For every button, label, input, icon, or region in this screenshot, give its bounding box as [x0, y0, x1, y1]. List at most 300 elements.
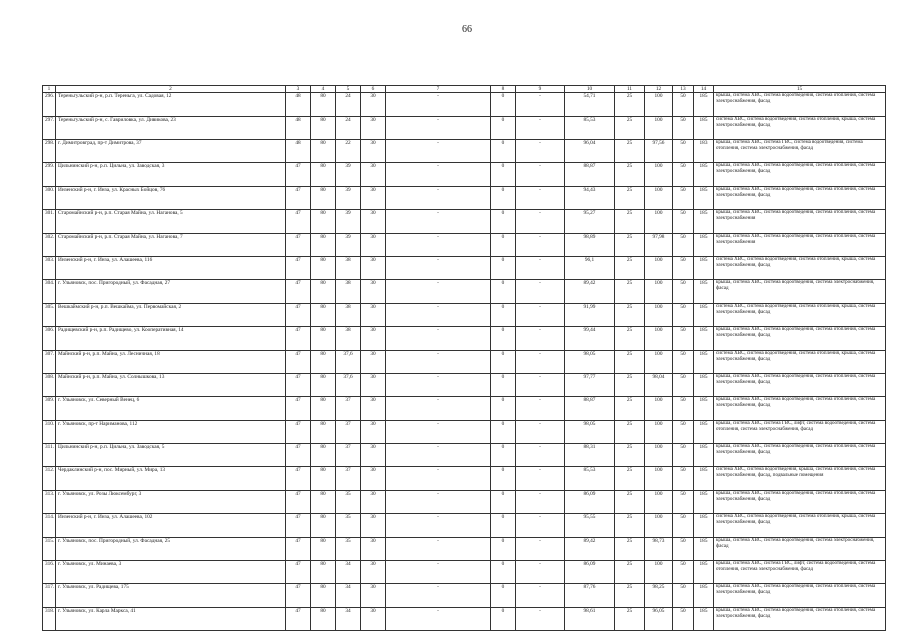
- address-cell: Цильнинский р-н, р.п. Цильна, ул. Заводская, 5: [56, 444, 286, 467]
- table-header-row: [43, 86, 886, 93]
- address-cell: г. Ульяновск, ул. Розы Люксембург, 3: [56, 490, 286, 513]
- value-cell: 0: [491, 490, 516, 513]
- address-cell: Инзенский р-н, г. Инза, ул. Алашеева, 116: [56, 256, 286, 279]
- value-cell: 37: [336, 397, 361, 420]
- value-cell: 35: [336, 514, 361, 537]
- value-cell: 96,04: [565, 139, 615, 162]
- value-cell: 30: [361, 537, 386, 560]
- value-cell: 80: [311, 584, 336, 607]
- value-cell: 30: [361, 607, 386, 630]
- value-cell: -: [386, 467, 491, 490]
- value-cell: 0: [491, 139, 516, 162]
- works-cell: крыша, система ХВС, система водоотведения, система отопления, система электроснабжения, фасад: [714, 186, 886, 209]
- column-number: 9: [516, 86, 565, 93]
- value-cell: 100: [645, 93, 673, 116]
- value-cell: 80: [311, 163, 336, 186]
- value-cell: 47: [286, 186, 311, 209]
- row-number: 316.: [43, 561, 56, 584]
- value-cell: -: [516, 116, 565, 139]
- value-cell: 25: [615, 584, 645, 607]
- works-cell: крыша, система ХВС, система водоотведения, система отопления, система электроснабжения, фасад: [714, 607, 886, 630]
- value-cell: 34: [336, 561, 361, 584]
- value-cell: 25: [615, 561, 645, 584]
- value-cell: 98,04: [645, 373, 673, 396]
- value-cell: 185: [694, 280, 714, 303]
- value-cell: 100: [645, 561, 673, 584]
- value-cell: 185: [694, 233, 714, 256]
- value-cell: 0: [491, 163, 516, 186]
- value-cell: 80: [311, 186, 336, 209]
- value-cell: 80: [311, 233, 336, 256]
- value-cell: 185: [694, 93, 714, 116]
- row-number: 313.: [43, 490, 56, 513]
- value-cell: 80: [311, 373, 336, 396]
- value-cell: 47: [286, 467, 311, 490]
- value-cell: -: [386, 256, 491, 279]
- value-cell: 97,56: [645, 139, 673, 162]
- table-row: [43, 514, 886, 537]
- value-cell: 47: [286, 444, 311, 467]
- value-cell: 50: [673, 233, 694, 256]
- value-cell: 0: [491, 303, 516, 326]
- address-cell: Старомайнский р-н, р.п. Старая Майна, ул. Наганова, 5: [56, 210, 286, 233]
- value-cell: 50: [673, 514, 694, 537]
- table-row: [43, 280, 886, 303]
- value-cell: 185: [694, 444, 714, 467]
- value-cell: 47: [286, 561, 311, 584]
- value-cell: -: [516, 561, 565, 584]
- row-number: 318.: [43, 607, 56, 630]
- value-cell: 50: [673, 350, 694, 373]
- column-number: 7: [386, 86, 491, 93]
- value-cell: 50: [673, 93, 694, 116]
- value-cell: 24: [336, 93, 361, 116]
- value-cell: 24: [336, 116, 361, 139]
- value-cell: -: [516, 163, 565, 186]
- value-cell: 185: [694, 397, 714, 420]
- value-cell: 0: [491, 280, 516, 303]
- row-number: 301.: [43, 210, 56, 233]
- value-cell: 25: [615, 93, 645, 116]
- value-cell: 98,89: [565, 233, 615, 256]
- table-row: [43, 537, 886, 560]
- table-row: [43, 490, 886, 513]
- value-cell: 0: [491, 584, 516, 607]
- value-cell: -: [516, 233, 565, 256]
- value-cell: 25: [615, 467, 645, 490]
- value-cell: 185: [694, 373, 714, 396]
- value-cell: 185: [694, 467, 714, 490]
- value-cell: 25: [615, 537, 645, 560]
- value-cell: 50: [673, 303, 694, 326]
- value-cell: 100: [645, 327, 673, 350]
- value-cell: 50: [673, 139, 694, 162]
- value-cell: -: [386, 420, 491, 443]
- value-cell: 85,53: [565, 116, 615, 139]
- value-cell: -: [516, 373, 565, 396]
- works-cell: система ХВС, система водоотведения, система отопления, крыша, система электроснабжения, фасад: [714, 514, 886, 537]
- value-cell: 39: [336, 186, 361, 209]
- value-cell: 30: [361, 584, 386, 607]
- value-cell: 47: [286, 584, 311, 607]
- value-cell: 100: [645, 210, 673, 233]
- value-cell: -: [386, 327, 491, 350]
- column-number: 15: [714, 86, 886, 93]
- address-cell: Тереньгульский р-н, р.п. Тереньга, ул. Садовая, 12: [56, 93, 286, 116]
- works-cell: крыша, система ХВС, система водоотведения, система отопления, система электроснабжения, фасад: [714, 444, 886, 467]
- value-cell: 30: [361, 139, 386, 162]
- works-cell: крыша, система ХВС, система водоотведения, система отопления, система электроснабжения, фасад: [714, 584, 886, 607]
- value-cell: -: [386, 397, 491, 420]
- column-number: 1: [43, 86, 56, 93]
- value-cell: 0: [491, 93, 516, 116]
- value-cell: 50: [673, 210, 694, 233]
- value-cell: 50: [673, 537, 694, 560]
- value-cell: -: [516, 584, 565, 607]
- value-cell: 47: [286, 210, 311, 233]
- value-cell: 0: [491, 350, 516, 373]
- value-cell: 47: [286, 233, 311, 256]
- row-number: 315.: [43, 537, 56, 560]
- address-cell: г. Ульяновск, пос. Пригородный, ул. Фасадная, 25: [56, 537, 286, 560]
- value-cell: 47: [286, 327, 311, 350]
- value-cell: 47: [286, 303, 311, 326]
- value-cell: 80: [311, 350, 336, 373]
- value-cell: 47: [286, 514, 311, 537]
- value-cell: 185: [694, 210, 714, 233]
- value-cell: -: [516, 350, 565, 373]
- value-cell: 87,76: [565, 584, 615, 607]
- value-cell: 47: [286, 537, 311, 560]
- column-number: 3: [286, 86, 311, 93]
- value-cell: 0: [491, 373, 516, 396]
- value-cell: 0: [491, 607, 516, 630]
- value-cell: 25: [615, 514, 645, 537]
- value-cell: -: [386, 303, 491, 326]
- value-cell: 47: [286, 373, 311, 396]
- works-cell: система ХВС, система водоотведения, крыша, система отопления, система электроснабжения, фасад, подвальные помещения: [714, 467, 886, 490]
- value-cell: 50: [673, 256, 694, 279]
- value-cell: 30: [361, 327, 386, 350]
- value-cell: 0: [491, 233, 516, 256]
- value-cell: 34: [336, 584, 361, 607]
- value-cell: 96,05: [645, 607, 673, 630]
- table-row: [43, 256, 886, 279]
- address-cell: г. Ульяновск, ул. Минаева, 3: [56, 561, 286, 584]
- value-cell: 30: [361, 303, 386, 326]
- row-number: 314.: [43, 514, 56, 537]
- address-cell: Радищевский р-н, р.п. Радищево, ул. Кооперативная, 14: [56, 327, 286, 350]
- value-cell: 39: [336, 210, 361, 233]
- value-cell: 47: [286, 163, 311, 186]
- value-cell: 0: [491, 186, 516, 209]
- value-cell: 47: [286, 350, 311, 373]
- row-number: 304.: [43, 280, 56, 303]
- row-number: 302.: [43, 233, 56, 256]
- table-row: [43, 186, 886, 209]
- value-cell: 0: [491, 397, 516, 420]
- works-cell: система ХВС, система водоотведения, система отопления, крыша, система электроснабжения, фасад: [714, 303, 886, 326]
- value-cell: 37,6: [336, 350, 361, 373]
- column-number: 12: [645, 86, 673, 93]
- works-cell: крыша, система ХВС, система водоотведения, система отопления, система электроснабжения, фасад: [714, 397, 886, 420]
- value-cell: 86,09: [565, 561, 615, 584]
- value-cell: 98,61: [565, 607, 615, 630]
- address-cell: г. Ульяновск, пос. Пригородный, ул. Фасадная, 27: [56, 280, 286, 303]
- works-cell: крыша, система ХВС, система водоотведения, система электроснабжения, фасад: [714, 280, 886, 303]
- row-number: 310.: [43, 420, 56, 443]
- value-cell: -: [386, 514, 491, 537]
- table-row: [43, 350, 886, 373]
- value-cell: 89,42: [565, 280, 615, 303]
- value-cell: 0: [491, 467, 516, 490]
- value-cell: 80: [311, 139, 336, 162]
- table-row: [43, 163, 886, 186]
- value-cell: 185: [694, 256, 714, 279]
- value-cell: 183: [694, 139, 714, 162]
- value-cell: -: [386, 537, 491, 560]
- value-cell: 30: [361, 561, 386, 584]
- value-cell: 47: [286, 607, 311, 630]
- value-cell: 97,98: [645, 233, 673, 256]
- value-cell: 25: [615, 490, 645, 513]
- value-cell: 30: [361, 373, 386, 396]
- value-cell: 97,77: [565, 373, 615, 396]
- value-cell: 25: [615, 163, 645, 186]
- value-cell: 185: [694, 327, 714, 350]
- page-number: 66: [462, 24, 472, 35]
- value-cell: 37: [336, 467, 361, 490]
- works-cell: система ХВС, система водоотведения, система отопления, крыша, система электроснабжения, фасад: [714, 256, 886, 279]
- value-cell: 30: [361, 93, 386, 116]
- address-cell: Чердаклинский р-н, пос. Мирный, ул. Мира, 13: [56, 467, 286, 490]
- value-cell: 47: [286, 280, 311, 303]
- value-cell: 30: [361, 256, 386, 279]
- value-cell: 50: [673, 467, 694, 490]
- value-cell: 0: [491, 420, 516, 443]
- value-cell: 48: [286, 93, 311, 116]
- row-number: 303.: [43, 256, 56, 279]
- column-number: 2: [56, 86, 286, 93]
- value-cell: 50: [673, 607, 694, 630]
- value-cell: -: [516, 444, 565, 467]
- column-number: 13: [673, 86, 694, 93]
- row-number: 298.: [43, 139, 56, 162]
- value-cell: 50: [673, 116, 694, 139]
- value-cell: 89,42: [565, 537, 615, 560]
- value-cell: 100: [645, 163, 673, 186]
- value-cell: 48: [286, 116, 311, 139]
- address-cell: Инзенский р-н, г. Инза, ул. Красных Бойцов, 76: [56, 186, 286, 209]
- value-cell: -: [386, 373, 491, 396]
- value-cell: 39: [336, 163, 361, 186]
- works-cell: крыша, система ХВС, система ГВС, лифт, система водоотведения, система отопления, система электроснабжения, фасад: [714, 561, 886, 584]
- table-row: [43, 139, 886, 162]
- value-cell: 86,09: [565, 490, 615, 513]
- value-cell: 30: [361, 397, 386, 420]
- value-cell: 100: [645, 444, 673, 467]
- row-number: 296.: [43, 93, 56, 116]
- value-cell: 25: [615, 280, 645, 303]
- works-cell: крыша, система ХВС, система ГВС, система водоотведения, система отопления, система электроснабжения, фасад: [714, 139, 886, 162]
- value-cell: 100: [645, 186, 673, 209]
- table-row: [43, 607, 886, 630]
- value-cell: -: [516, 139, 565, 162]
- value-cell: 80: [311, 303, 336, 326]
- column-number: 14: [694, 86, 714, 93]
- value-cell: 100: [645, 397, 673, 420]
- value-cell: -: [516, 210, 565, 233]
- table-row: [43, 327, 886, 350]
- value-cell: 30: [361, 514, 386, 537]
- value-cell: 185: [694, 514, 714, 537]
- value-cell: 30: [361, 186, 386, 209]
- value-cell: 85,53: [565, 467, 615, 490]
- works-cell: система ХВС, система водоотведения, система отопления, крыша, система электроснабжения, фасад: [714, 116, 886, 139]
- value-cell: 25: [615, 233, 645, 256]
- value-cell: 98,73: [645, 537, 673, 560]
- value-cell: -: [516, 280, 565, 303]
- address-cell: Инзенский р-н, г. Инза, ул. Алашеева, 102: [56, 514, 286, 537]
- value-cell: 30: [361, 163, 386, 186]
- works-cell: крыша, система ХВС, система водоотведения, система отопления, система электроснабжения, фасад: [714, 490, 886, 513]
- value-cell: 47: [286, 420, 311, 443]
- value-cell: -: [386, 280, 491, 303]
- value-cell: 47: [286, 397, 311, 420]
- works-cell: крыша, система ХВС, система водоотведения, система отопления, система электроснабжения, фасад: [714, 327, 886, 350]
- value-cell: 80: [311, 420, 336, 443]
- value-cell: 25: [615, 303, 645, 326]
- value-cell: -: [516, 256, 565, 279]
- value-cell: 22: [336, 139, 361, 162]
- value-cell: 80: [311, 93, 336, 116]
- value-cell: 37: [336, 420, 361, 443]
- value-cell: 50: [673, 420, 694, 443]
- registry-table: [42, 85, 886, 631]
- works-cell: крыша, система ХВС, система ГВС, лифт, система водоотведения, система отопления, система электроснабжения, фасад: [714, 420, 886, 443]
- value-cell: -: [516, 397, 565, 420]
- column-number: 10: [565, 86, 615, 93]
- value-cell: 98,05: [565, 350, 615, 373]
- value-cell: 88,87: [565, 163, 615, 186]
- address-cell: Майнский р-н, р.п. Майна, ул. Солнышкова, 13: [56, 373, 286, 396]
- value-cell: 47: [286, 490, 311, 513]
- value-cell: 25: [615, 256, 645, 279]
- value-cell: -: [386, 350, 491, 373]
- value-cell: 50: [673, 397, 694, 420]
- table-row: [43, 444, 886, 467]
- row-number: 305.: [43, 303, 56, 326]
- column-number: 6: [361, 86, 386, 93]
- value-cell: 35: [336, 537, 361, 560]
- value-cell: 25: [615, 139, 645, 162]
- value-cell: 99,44: [565, 327, 615, 350]
- row-number: 306.: [43, 327, 56, 350]
- value-cell: 54,71: [565, 93, 615, 116]
- table-row: [43, 420, 886, 443]
- value-cell: -: [516, 607, 565, 630]
- works-cell: система ХВС, система водоотведения, система отопления, крыша, система электроснабжения, фасад: [714, 350, 886, 373]
- value-cell: 94,43: [565, 186, 615, 209]
- value-cell: 50: [673, 373, 694, 396]
- value-cell: 185: [694, 163, 714, 186]
- value-cell: 50: [673, 444, 694, 467]
- value-cell: 25: [615, 350, 645, 373]
- value-cell: 48: [286, 139, 311, 162]
- value-cell: 25: [615, 607, 645, 630]
- value-cell: 38: [336, 280, 361, 303]
- value-cell: 80: [311, 210, 336, 233]
- value-cell: 30: [361, 490, 386, 513]
- value-cell: 25: [615, 373, 645, 396]
- value-cell: 47: [286, 256, 311, 279]
- value-cell: 185: [694, 490, 714, 513]
- value-cell: -: [516, 537, 565, 560]
- value-cell: 100: [645, 514, 673, 537]
- value-cell: 25: [615, 327, 645, 350]
- value-cell: -: [516, 186, 565, 209]
- column-number: 11: [615, 86, 645, 93]
- value-cell: 25: [615, 186, 645, 209]
- value-cell: 25: [615, 420, 645, 443]
- address-cell: Майнский р-н, р.п. Майна, ул. Лесничная, 18: [56, 350, 286, 373]
- address-cell: г. Ульяновск, пр-т Нариманова, 112: [56, 420, 286, 443]
- value-cell: 80: [311, 537, 336, 560]
- address-cell: г. Ульяновск, ул. Карла Маркса, 41: [56, 607, 286, 630]
- value-cell: 0: [491, 210, 516, 233]
- value-cell: 80: [311, 116, 336, 139]
- table-row: [43, 584, 886, 607]
- column-number: 4: [311, 86, 336, 93]
- value-cell: 38: [336, 256, 361, 279]
- value-cell: 0: [491, 514, 516, 537]
- value-cell: 80: [311, 514, 336, 537]
- value-cell: -: [386, 233, 491, 256]
- value-cell: 185: [694, 303, 714, 326]
- value-cell: 0: [491, 256, 516, 279]
- value-cell: -: [386, 163, 491, 186]
- value-cell: 185: [694, 350, 714, 373]
- value-cell: 100: [645, 303, 673, 326]
- works-cell: крыша, система ХВС, система водоотведения, система отопления, система электроснабжения, фасад: [714, 373, 886, 396]
- value-cell: 34: [336, 607, 361, 630]
- value-cell: -: [386, 116, 491, 139]
- value-cell: 80: [311, 280, 336, 303]
- table-row: [43, 561, 886, 584]
- table-row: [43, 210, 886, 233]
- value-cell: 80: [311, 256, 336, 279]
- value-cell: 0: [491, 537, 516, 560]
- value-cell: 185: [694, 420, 714, 443]
- row-number: 311.: [43, 444, 56, 467]
- value-cell: 38: [336, 303, 361, 326]
- value-cell: 100: [645, 350, 673, 373]
- value-cell: 95,27: [565, 210, 615, 233]
- value-cell: -: [516, 514, 565, 537]
- value-cell: 0: [491, 327, 516, 350]
- table-row: [43, 116, 886, 139]
- address-cell: Тереньгульский р-н, с. Гавриловка, ул. Дивикова, 23: [56, 116, 286, 139]
- value-cell: 25: [615, 116, 645, 139]
- value-cell: 185: [694, 561, 714, 584]
- value-cell: 25: [615, 210, 645, 233]
- address-cell: г. Димитровград, пр-т Димитрова, 37: [56, 139, 286, 162]
- value-cell: -: [516, 467, 565, 490]
- value-cell: 88,87: [565, 397, 615, 420]
- table-row: [43, 233, 886, 256]
- value-cell: -: [386, 490, 491, 513]
- table-row: [43, 93, 886, 116]
